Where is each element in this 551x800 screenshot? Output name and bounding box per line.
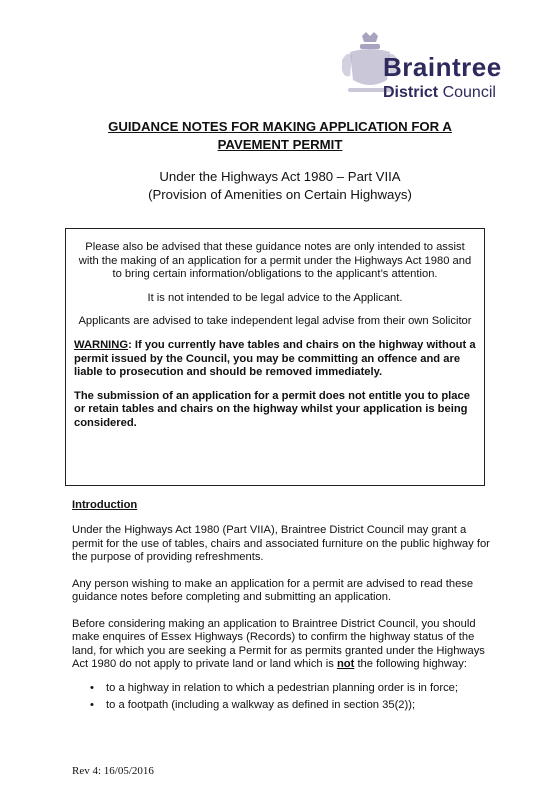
submission-paragraph: The submission of an application for a permit does not entitle you to place or retain tables and chairs on the highway whilst your application is being considered. [74, 389, 470, 429]
council-logo [340, 30, 530, 110]
introduction-body [72, 524, 490, 717]
introduction-heading: Introduction [72, 499, 138, 511]
revision-footer: Rev 4: 16/05/2016 [72, 765, 154, 777]
logo-council: Council [438, 84, 496, 101]
subtitle-line-1: Under the Highways Act 1980 – Part VIIA [159, 169, 401, 184]
intro-paragraph-3-emphasis: not [336, 658, 355, 670]
document-title [60, 118, 500, 154]
list-item [90, 699, 490, 713]
title-line-1: GUIDANCE NOTES FOR MAKING APPLICATION FOR A [108, 119, 452, 134]
bullet-icon: • [90, 681, 94, 694]
notice-box [65, 228, 485, 486]
list-item [90, 682, 490, 696]
notice-paragraph-3: Applicants are advised to take independent legal advise from their own Solicitor [78, 315, 472, 328]
notice-paragraph-1: Please also be advised that these guidance notes are only intended to assist with the making of an application for a permit under the Highways Act 1980 and to bring certain information/obligations to the applicant’s attention. [78, 241, 472, 281]
logo-wordmark-district-council [383, 84, 496, 102]
warning-label: WARNING [74, 338, 129, 351]
warning-text: : If you currently have tables and chairs on the highway without a permit issued by the Council, you may be committing an offence and are liable to prosecution and should be removed immediately. [74, 338, 476, 379]
subtitle-line-2: (Provision of Amenities on Certain Highways) [148, 187, 412, 202]
intro-paragraph-1: Under the Highways Act 1980 (Part VIIA), Braintree District Council may grant a permit for the use of tables, chairs and associated furniture on the public highway for the purpose of providing refreshments. [72, 524, 490, 563]
warning-paragraph [74, 339, 476, 380]
list-item-text: to a footpath (including a walkway as defined in section 35(2)); [106, 699, 416, 711]
intro-paragraph-2: Any person wishing to make an application for a permit are advised to read these guidance notes before completing and submitting an application. [72, 577, 474, 603]
bullet-icon: • [90, 699, 94, 711]
document-subtitle [60, 168, 500, 204]
logo-wordmark-braintree: Braintree [383, 52, 502, 82]
title-line-2: PAVEMENT PERMIT [217, 137, 343, 152]
logo-district: District [383, 84, 439, 101]
intro-paragraph-3-start: Before considering making an application to Braintree District Council, you should make enquires of Essex Highways (Records) to confirm the highway status of the land, for which you are seeking a Permit for as permits granted under the Highways Act 1980 do not apply to private land or land which is [72, 617, 485, 670]
highway-bullet-list [72, 682, 490, 713]
list-item-text: to a highway in relation to which a pedestrian planning order is in force; [106, 681, 458, 694]
notice-paragraph-2: It is not intended to be legal advice to the Applicant. [147, 291, 403, 304]
intro-paragraph-3 [72, 618, 490, 672]
intro-paragraph-3-end: the following highway: [354, 658, 467, 670]
